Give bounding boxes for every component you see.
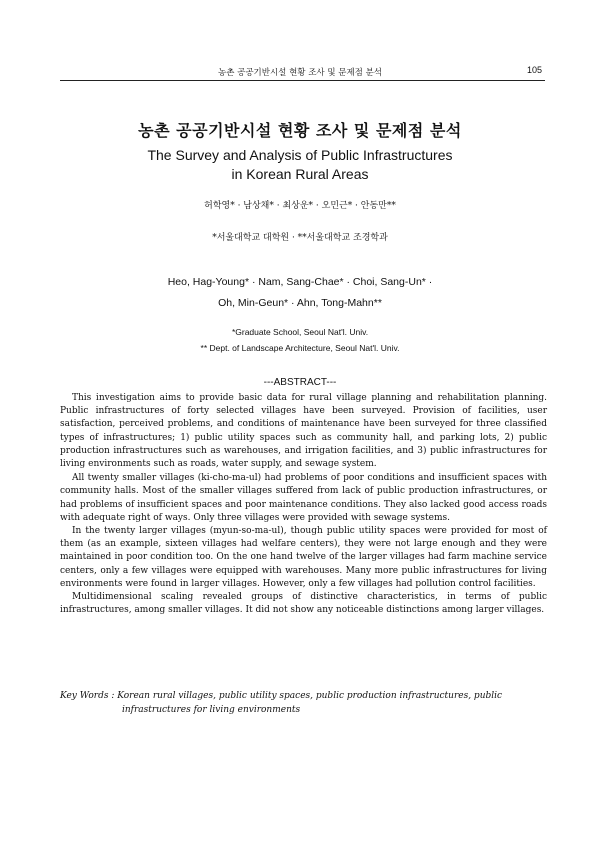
authors-korean: 허학영* · 남상채* · 최상운* · 오민근* · 안동만** (204, 201, 396, 211)
abstract-body (60, 392, 547, 617)
affiliation-english-line-2: ** Dept. of Landscape Architecture, Seoul Nat'l. Univ. (200, 343, 400, 353)
authors-english (0, 272, 600, 314)
title-english-line-1: The Survey and Analysis of Public Infrastructures (147, 147, 453, 163)
header-rule (60, 80, 545, 81)
keywords (60, 689, 547, 717)
title-english (0, 146, 600, 184)
abstract-paragraph: Multidimensional scaling revealed groups of distinctive characteristics, in terms of public infrastructures, among smaller villages. It did not show any noticeable distinctions among larger villages. (60, 592, 547, 616)
running-head: 농촌 공공기반시설 현황 조사 및 문제점 분석 (217, 68, 382, 78)
keywords-text: Korean rural villages, public utility spaces, public production infrastructures, public infrastructures for living environments (117, 691, 503, 715)
abstract-paragraph: This investigation aims to provide basic data for rural village planning and rehabilitation planning. Public infrastructures of forty selected villages have been surveyed. Provision of facilities, user satisfaction, perceived problems, and conditions of maintenance have been surveyed for three classified types of infrastructures; 1) public utility spaces such as community hall, and parking lots, 2) public production infrastructures such as warehouses, and irrigation facilities, and 3) public infrastructures for living environments such as roads, water supply, and sewage system. (60, 393, 547, 470)
page-number: 105 (526, 65, 542, 75)
authors-english-line-2: Oh, Min-Geun* · Ahn, Tong-Mahn** (218, 297, 382, 309)
abstract-heading: ---ABSTRACT--- (263, 377, 337, 388)
affiliation-korean: *서울대학교 대학원 · **서울대학교 조경학과 (212, 233, 388, 243)
abstract-paragraph: All twenty smaller villages (ki-cho-ma-ul) had problems of poor conditions and insufficient spaces with community halls. Most of the smaller villages suffered from lack of public production infrastructures, or had problems of insufficient spaces and poor maintenance conditions. They also lacked good access roads with adequate right of ways. Only three villages were provided with sewage systems. (60, 473, 547, 523)
abstract-paragraph: In the twenty larger villages (myun-so-ma-ul), though public utility spaces were provided for most of them (as an example, sixteen villages had welfare centers), they were not large enough and they were maintained in poor condition too. On the one hand twelve of the larger villages had farm machine service centers, only a few villages were equipped with warehouses. Many more public infrastructures for living environments were found in larger villages. However, only a few villages had pollution control facilities. (60, 526, 547, 589)
title-korean: 농촌 공공기반시설 현황 조사 및 문제점 분석 (138, 121, 462, 140)
authors-english-line-1: Heo, Hag-Young* · Nam, Sang-Chae* · Choi, Sang-Un* · (167, 276, 433, 288)
affiliation-english-line-1: *Graduate School, Seoul Nat'l. Univ. (231, 327, 369, 337)
keywords-label: Key Words : (60, 691, 115, 701)
affiliation-english (0, 324, 600, 356)
title-english-line-2: in Korean Rural Areas (231, 166, 369, 182)
